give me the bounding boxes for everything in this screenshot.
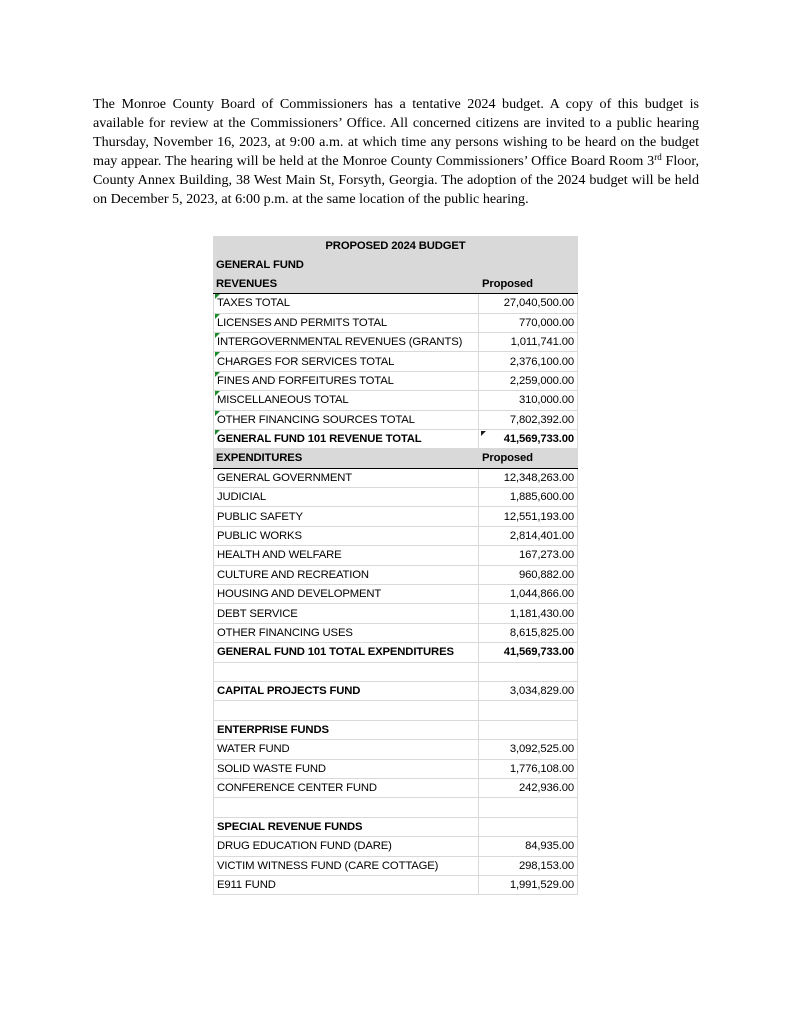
revenue-label: CHARGES FOR SERVICES TOTAL <box>217 355 395 368</box>
table-row <box>213 352 578 371</box>
comment-marker-icon <box>215 430 220 435</box>
special-value: 1,991,529.00 <box>479 876 578 895</box>
comment-marker-icon <box>215 372 220 377</box>
expenditure-value: 8,615,825.00 <box>479 624 578 643</box>
expenditure-label: HEALTH AND WELFARE <box>213 546 479 565</box>
budget-table <box>213 236 578 895</box>
table-row <box>213 837 578 856</box>
enterprise-label: WATER FUND <box>213 740 479 759</box>
spacer-row <box>213 663 578 682</box>
table-row <box>213 546 578 565</box>
table-row <box>213 507 578 526</box>
revenue-label: MISCELLANEOUS TOTAL <box>217 394 349 407</box>
revenue-total-value: 41,569,733.00 <box>503 433 574 446</box>
comment-marker-icon <box>215 294 220 299</box>
revenue-total-label: GENERAL FUND 101 REVENUE TOTAL <box>217 433 422 446</box>
revenues-header-row <box>213 275 578 294</box>
revenue-value: 310,000.00 <box>479 391 578 410</box>
expenditure-total-label: GENERAL FUND 101 TOTAL EXPENDITURES <box>213 643 479 662</box>
table-row <box>213 527 578 546</box>
public-hearing-notice <box>93 95 699 210</box>
table-row <box>213 585 578 604</box>
expenditure-total-value: 41,569,733.00 <box>479 643 578 662</box>
enterprise-funds-heading: ENTERPRISE FUNDS <box>213 721 479 740</box>
expenditure-value: 2,814,401.00 <box>479 527 578 546</box>
expenditure-total-row <box>213 643 578 662</box>
general-fund-heading: GENERAL FUND <box>216 259 304 272</box>
table-row <box>213 624 578 643</box>
enterprise-value: 3,092,525.00 <box>479 740 578 759</box>
special-revenue-heading: SPECIAL REVENUE FUNDS <box>213 818 479 837</box>
special-value: 298,153.00 <box>479 857 578 876</box>
expenditure-label: GENERAL GOVERNMENT <box>213 469 479 488</box>
revenue-value: 2,259,000.00 <box>479 372 578 391</box>
expenditure-label: JUDICIAL <box>213 488 479 507</box>
budget-title-row <box>213 236 578 255</box>
expenditure-value: 12,551,193.00 <box>479 507 578 526</box>
enterprise-value: 1,776,108.00 <box>479 760 578 779</box>
revenues-proposed-heading: Proposed <box>479 275 578 294</box>
table-row <box>213 333 578 352</box>
expenditure-label: HOUSING AND DEVELOPMENT <box>213 585 479 604</box>
table-row <box>213 760 578 779</box>
comment-marker-icon <box>215 333 220 338</box>
special-label: E911 FUND <box>213 876 479 895</box>
table-row <box>213 294 578 313</box>
expenditure-value: 167,273.00 <box>479 546 578 565</box>
revenue-value: 2,376,100.00 <box>479 352 578 371</box>
revenue-label: INTERGOVERNMENTAL REVENUES (GRANTS) <box>217 336 463 349</box>
expenditure-label: CULTURE AND RECREATION <box>213 566 479 585</box>
budget-title: PROPOSED 2024 BUDGET <box>325 239 466 252</box>
table-row <box>213 876 578 895</box>
expenditure-value: 12,348,263.00 <box>479 469 578 488</box>
expenditures-proposed-heading: Proposed <box>479 449 578 468</box>
spacer-row <box>213 798 578 817</box>
table-row <box>213 779 578 798</box>
ordinal-suffix: rd <box>654 152 662 163</box>
revenue-value: 27,040,500.00 <box>479 294 578 313</box>
revenue-total-row <box>213 430 578 449</box>
table-row <box>213 314 578 333</box>
expenditure-label: PUBLIC WORKS <box>213 527 479 546</box>
table-row <box>213 488 578 507</box>
enterprise-label: CONFERENCE CENTER FUND <box>213 779 479 798</box>
table-row <box>213 604 578 623</box>
expenditures-heading: EXPENDITURES <box>213 449 479 468</box>
expenditure-value: 1,181,430.00 <box>479 604 578 623</box>
revenue-label: TAXES TOTAL <box>217 297 290 310</box>
expenditure-label: PUBLIC SAFETY <box>213 507 479 526</box>
capital-projects-value: 3,034,829.00 <box>479 682 578 701</box>
enterprise-funds-heading-row <box>213 721 578 740</box>
special-value: 84,935.00 <box>479 837 578 856</box>
special-label: VICTIM WITNESS FUND (CARE COTTAGE) <box>213 857 479 876</box>
revenue-value: 7,802,392.00 <box>479 411 578 430</box>
expenditures-header-row <box>213 449 578 468</box>
capital-projects-row <box>213 682 578 701</box>
notice-text-part1: The Monroe County Board of Commissioners has a tentative 2024 budget. A copy of this budget is available for review at the Commissioners’ Office. All concerned citizens are invited to a public hearing Thursday, November 16, 2023, at 9:00 a.m. at which time any persons wishing to be heard on the budget may appear. The hearing will be held at the Monroe County Commissioners’ Office Board Room 3 <box>93 96 699 170</box>
expenditure-value: 1,885,600.00 <box>479 488 578 507</box>
table-row <box>213 372 578 391</box>
enterprise-label: SOLID WASTE FUND <box>213 760 479 779</box>
error-marker-icon <box>481 431 486 436</box>
revenue-value: 1,011,741.00 <box>479 333 578 352</box>
comment-marker-icon <box>215 352 220 357</box>
capital-projects-label: CAPITAL PROJECTS FUND <box>213 682 479 701</box>
revenue-label: OTHER FINANCING SOURCES TOTAL <box>217 413 415 426</box>
revenue-label: LICENSES AND PERMITS TOTAL <box>217 316 387 329</box>
comment-marker-icon <box>215 391 220 396</box>
enterprise-value: 242,936.00 <box>479 779 578 798</box>
table-row <box>213 566 578 585</box>
special-revenue-heading-row <box>213 818 578 837</box>
spacer-row <box>213 701 578 720</box>
expenditure-label: DEBT SERVICE <box>213 604 479 623</box>
table-row <box>213 740 578 759</box>
expenditure-label: OTHER FINANCING USES <box>213 624 479 643</box>
general-fund-row <box>213 255 578 274</box>
table-row <box>213 411 578 430</box>
table-row <box>213 469 578 488</box>
comment-marker-icon <box>215 411 220 416</box>
special-label: DRUG EDUCATION FUND (DARE) <box>213 837 479 856</box>
revenues-heading: REVENUES <box>213 275 479 294</box>
table-row <box>213 857 578 876</box>
notice-text-part2: Floor, County Annex Building, 38 West Main St, Forsyth, Georgia. The adoption of the 2024 budget will be held on December 5, 2023, at 6:00 p.m. at the same location of the public hearing. <box>93 153 699 208</box>
revenue-label: FINES AND FORFEITURES TOTAL <box>217 374 394 387</box>
revenue-value: 770,000.00 <box>479 314 578 333</box>
expenditure-value: 1,044,866.00 <box>479 585 578 604</box>
expenditure-value: 960,882.00 <box>479 566 578 585</box>
table-row <box>213 391 578 410</box>
comment-marker-icon <box>215 314 220 319</box>
